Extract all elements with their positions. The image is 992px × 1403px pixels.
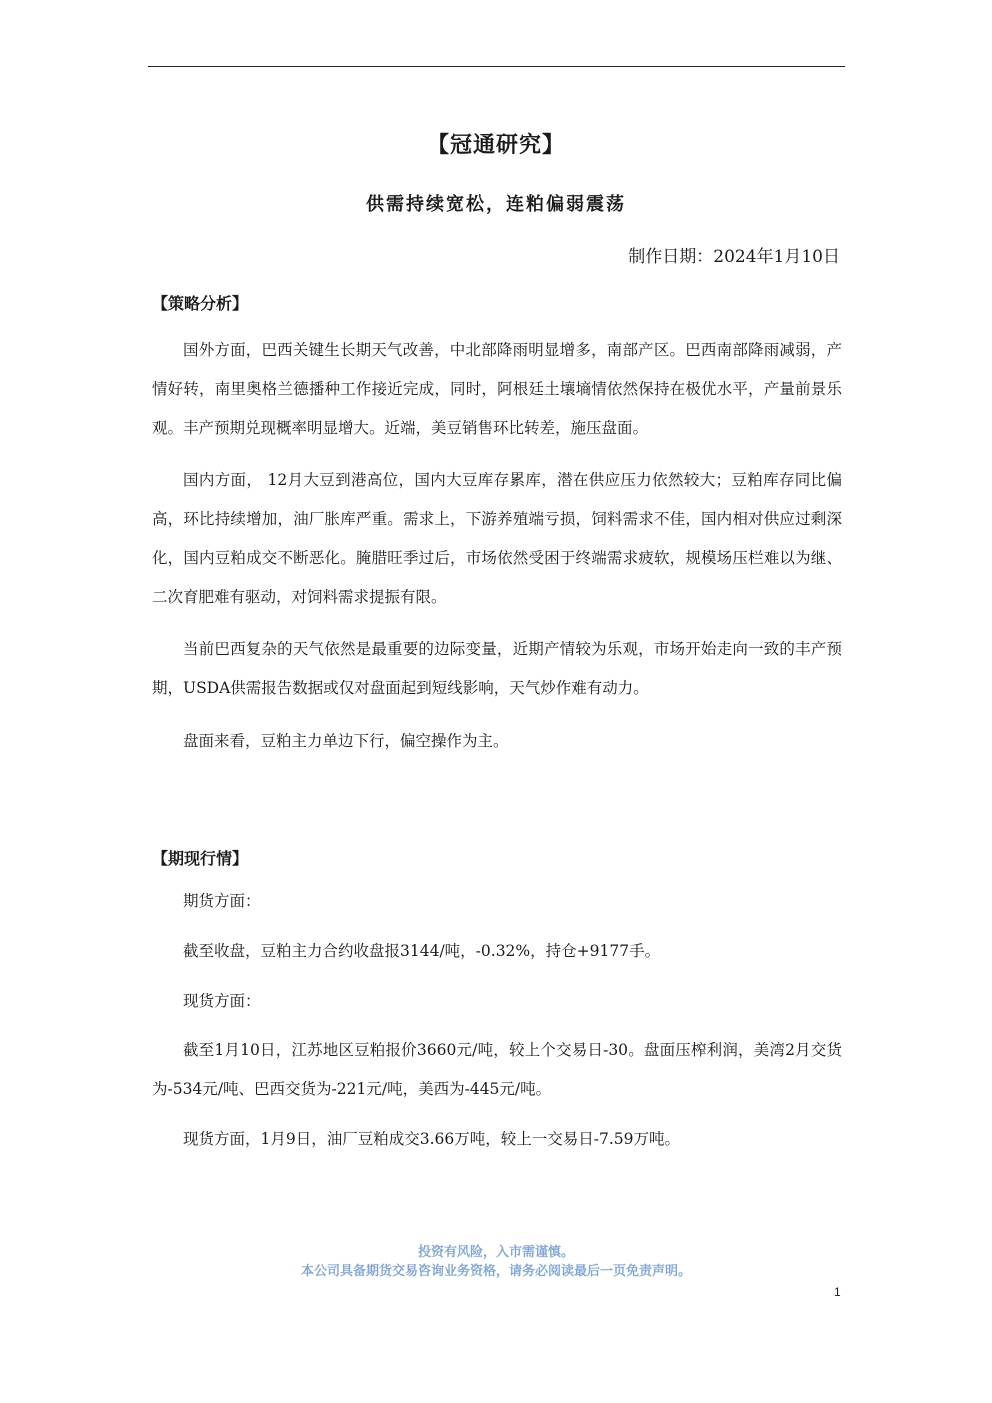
strategy-heading: 【策略分析】 <box>152 294 249 313</box>
market-paragraph: 现货方面： <box>183 991 261 1010</box>
report-date: 制作日期：2024年1月10日 <box>628 247 840 267</box>
market-section <box>152 846 842 1159</box>
market-paragraph: 截至收盘，豆粕主力合约收盘报3144/吨，-0.32%，持仓+9177手。 <box>183 941 661 960</box>
strategy-section <box>152 291 842 761</box>
market-paragraph: 截至1月10日，江苏地区豆粕报价3660元/吨，较上个交易日-30。盘面压榨利润，美湾2月交货为-534元/吨、巴西交货为-221元/吨，美西为-445元/吨。 <box>152 1041 842 1098</box>
disclaimer-line-2: 本公司具备期货交易咨询业务资格，请务必阅读最后一页免责声明。 <box>300 1263 691 1279</box>
report-title: 【冠通研究】 <box>426 132 565 158</box>
strategy-paragraph: 盘面来看，豆粕主力单边下行，偏空操作为主。 <box>183 731 509 750</box>
market-paragraph: 期货方面： <box>183 892 261 910</box>
disclaimer-line-1: 投资有风险，入市需谨慎。 <box>417 1245 574 1260</box>
report-subtitle: 供需持续宽松，连粕偏弱震荡 <box>366 194 626 215</box>
strategy-paragraph: 国外方面，巴西关键生长期天气改善，中北部降雨明显增多，南部产区。巴西南部降雨减弱，产情好转，南里奥格兰德播种工作接近完成，同时，阿根廷土壤墒情依然保持在极优水平，产量前景乐观。丰产预期兑现概率明显增大。近端，美豆销售环比转差，施压盘面。 <box>152 341 842 437</box>
market-heading: 【期现行情】 <box>152 849 249 868</box>
strategy-paragraph: 国内方面， 12月大豆到港高位，国内大豆库存累库，潜在供应压力依然较大；豆粕库存同比偏高，环比持续增加，油厂胀库严重。需求上，下游养殖端亏损，饲料需求不佳，国内相对供应过剩深化，国内豆粕成交不断恶化。腌腊旺季过后，市场依然受困于终端需求疲软，规模场压栏难以为继、二次育肥难有驱动，对饲料需求提振有限。 <box>152 471 842 606</box>
header-rule <box>148 66 845 67</box>
risk-disclaimer <box>0 1244 992 1282</box>
market-paragraph: 现货方面，1月9日，油厂豆粕成交3.66万吨，较上一交易日-7.59万吨。 <box>183 1129 680 1148</box>
page-number: 1 <box>834 1285 841 1299</box>
strategy-paragraph: 当前巴西复杂的天气依然是最重要的边际变量，近期产情较为乐观，市场开始走向一致的丰产预期，USDA供需报告数据或仅对盘面起到短线影响，天气炒作难有动力。 <box>152 640 842 697</box>
